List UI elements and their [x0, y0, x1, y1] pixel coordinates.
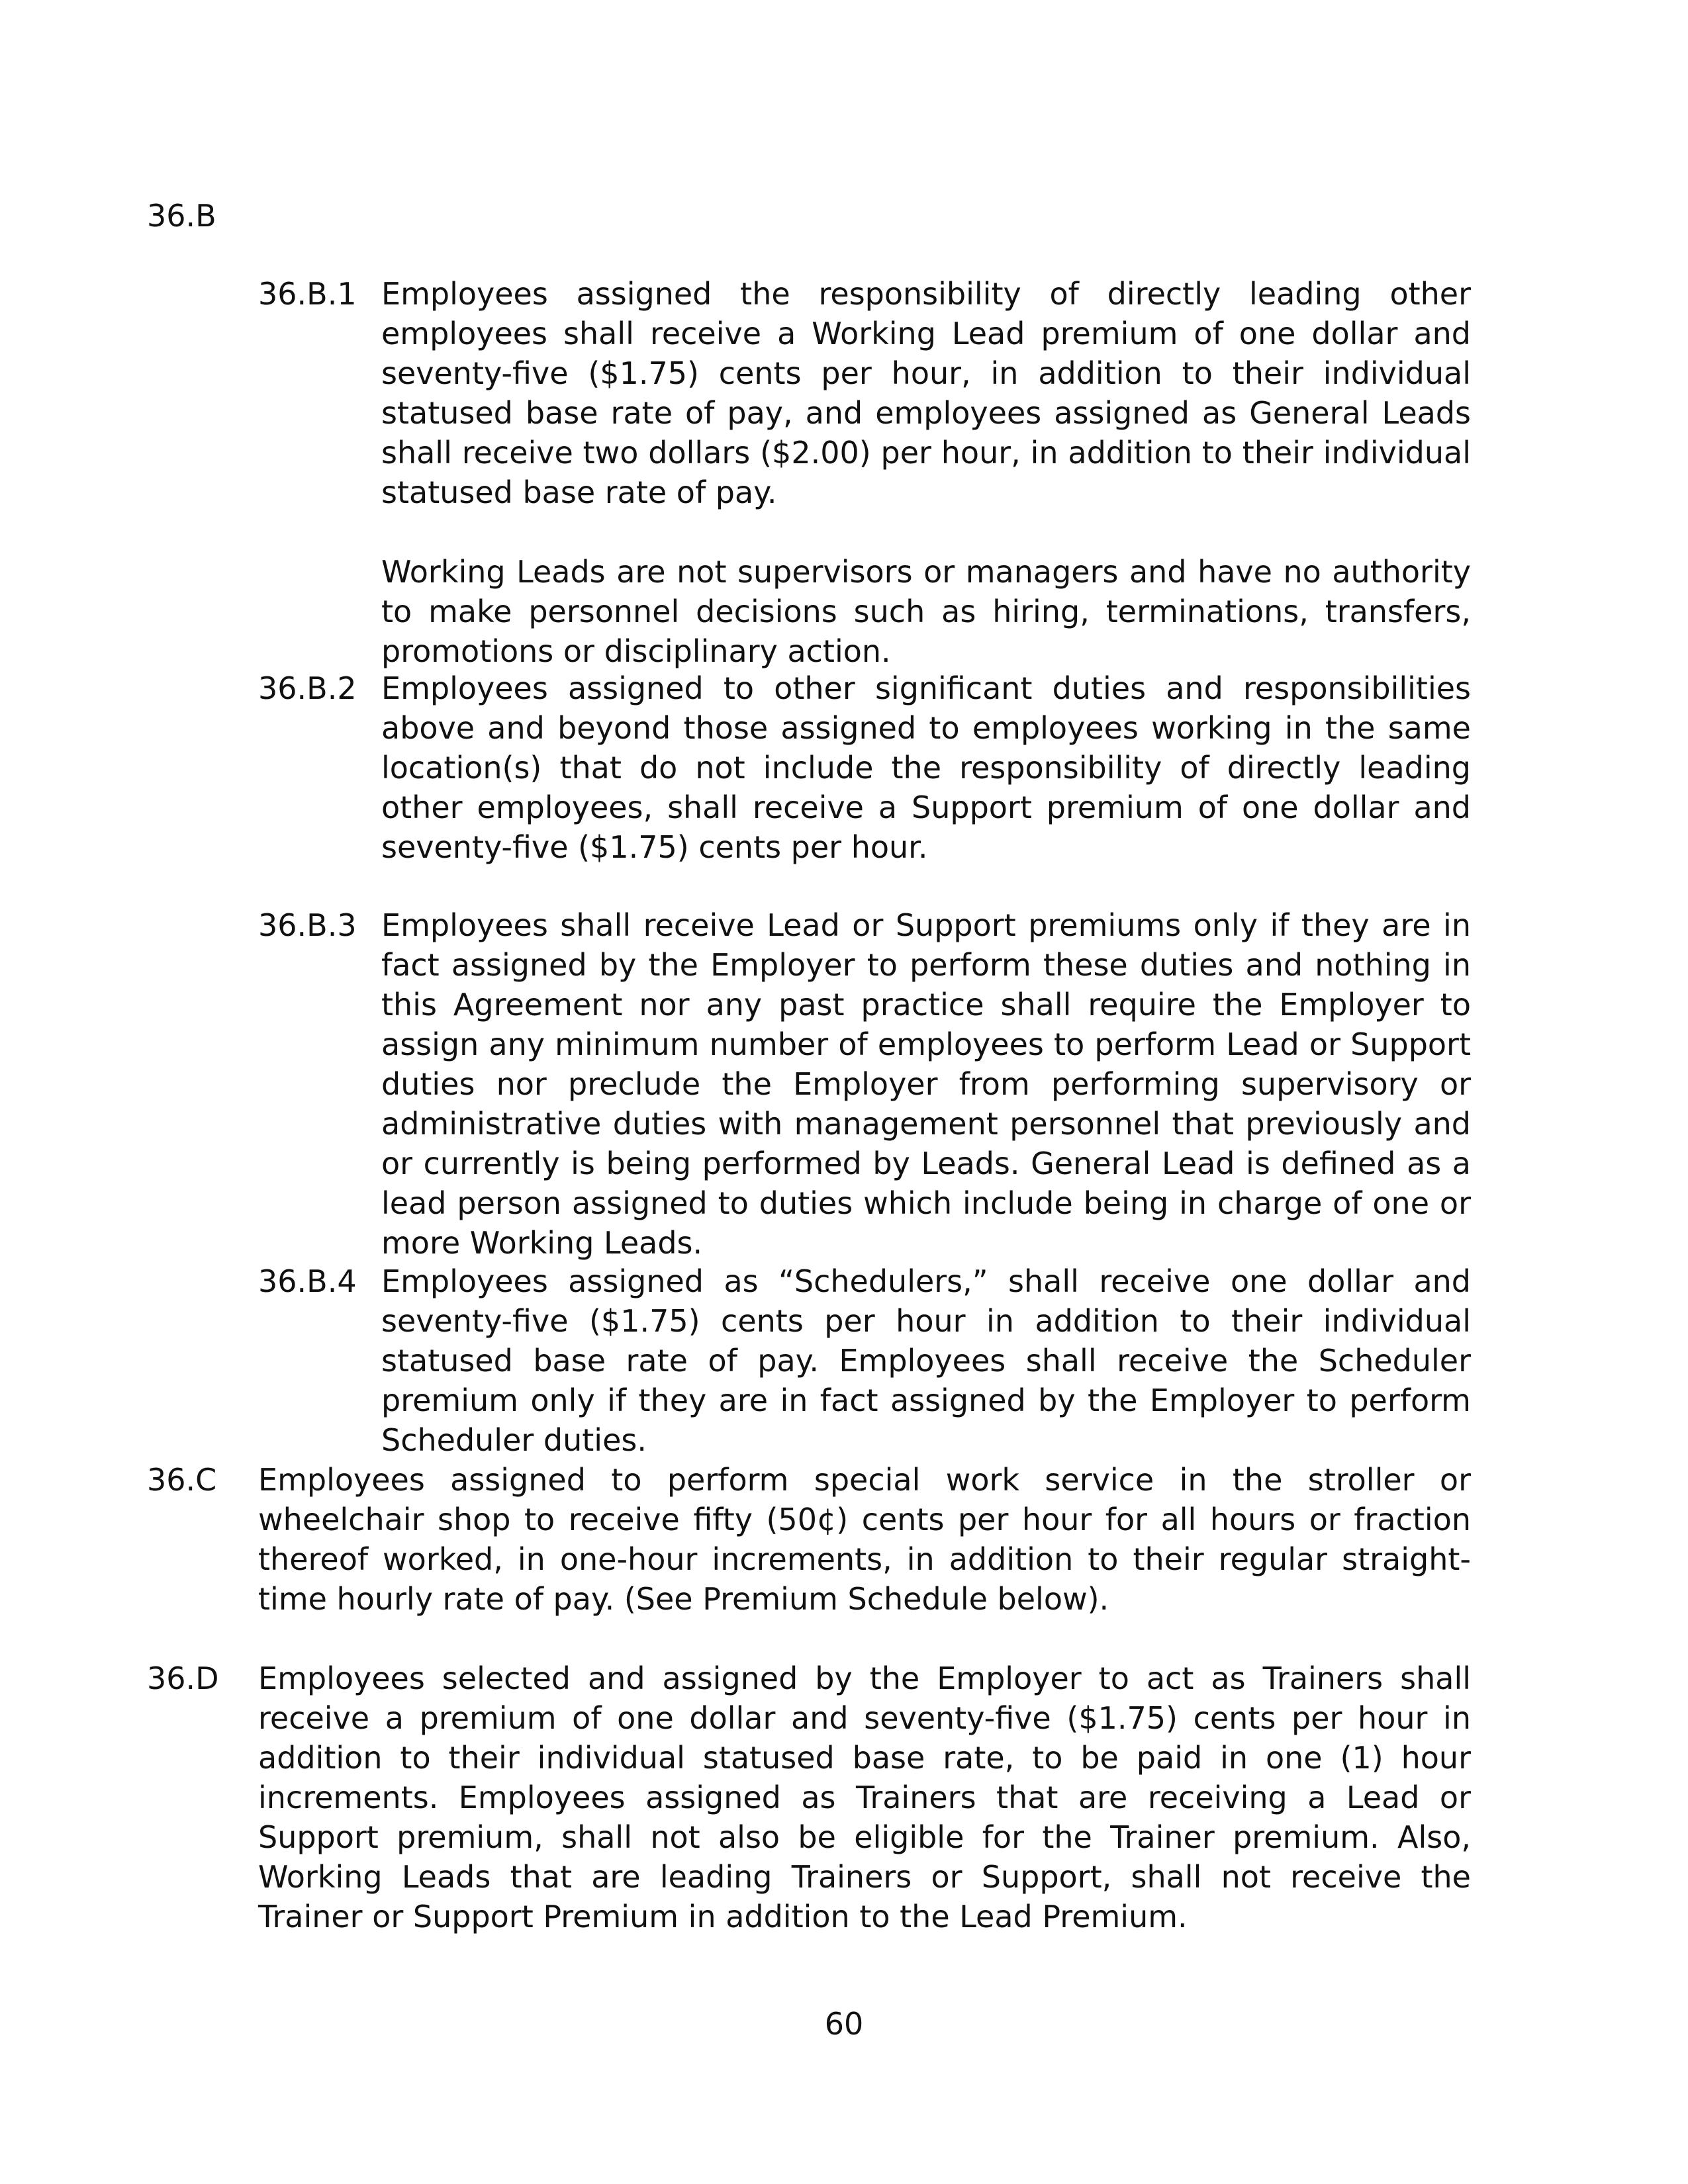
subsection-36b1	[147, 274, 1471, 671]
subsection-number: 36.B.2	[258, 670, 357, 706]
section-paragraph: Employees selected and assigned by the Employer to act as Trainers shall receive a premium of one dollar and seventy-five ($1.75) cents per hour in addition to their individual statused base rate, to be paid in one (1) hour increments. Employees assigned as Trainers that are receiving a Lead or Support premium, shall not also be eligible for the Trainer premium. Also, Working Leads that are leading Trainers or Support, shall not receive the Trainer or Support Premium in addition to the Lead Premium.	[258, 1661, 1471, 1934]
page-number: 60	[824, 2006, 864, 2042]
subsection-36b2	[147, 668, 1471, 867]
section-number: 36.C	[147, 1462, 217, 1498]
subsection-number: 36.B.3	[258, 907, 357, 943]
subsection-36b4	[147, 1261, 1471, 1460]
subsection-paragraph: Employees assigned to other significant duties and responsibilities above and beyond those assigned to employees working in the same location(s) that do not include the responsibility of directly leading other employees, shall receive a Support premium of one dollar and seventy-five ($1.75) cents per hour.	[381, 670, 1471, 865]
section-36d	[147, 1659, 1471, 1936]
section-number: 36.D	[147, 1661, 219, 1696]
section-heading-36b: 36.B	[147, 198, 216, 234]
subsection-number: 36.B.4	[258, 1263, 357, 1299]
subsection-paragraph: Employees shall receive Lead or Support premiums only if they are in fact assigned by the Employer to perform these duties and nothing in this Agreement nor any past practice shall require the Employer to assign any minimum number of employees to perform Lead or Support duties nor preclude the Employer from performing supervisory or administrative duties with management personnel that previously and or currently is being performed by Leads. General Lead is defined as a lead person assigned to duties which include being in charge of one or more Working Leads.	[381, 907, 1471, 1261]
subsection-paragraph: Employees assigned the responsibility of directly leading other employees shall receive a Working Lead premium of one dollar and seventy-five ($1.75) cents per hour, in addition to their individual statused base rate of pay, and employees assigned as General Leads shall receive two dollars ($2.00) per hour, in addition to their individual statused base rate of pay.	[381, 276, 1471, 510]
section-paragraph: Employees assigned to perform special work service in the stroller or wheelchair shop to receive fifty (50¢) cents per hour for all hours or fraction thereof worked, in one-hour increments, in addition to their regular straight-time hourly rate of pay. (See Premium Schedule below).	[258, 1462, 1471, 1617]
subsection-paragraph: Working Leads are not supervisors or managers and have no authority to make personnel decisions such as hiring, terminations, transfers, promotions or disciplinary action.	[381, 554, 1471, 669]
section-36c	[147, 1460, 1471, 1619]
subsection-paragraph: Employees assigned as “Schedulers,” shall receive one dollar and seventy-five ($1.75) cents per hour in addition to their individual statused base rate of pay. Employees shall receive the Scheduler premium only if they are in fact assigned by the Employer to perform Scheduler duties.	[381, 1263, 1471, 1458]
subsection-number: 36.B.1	[258, 276, 357, 312]
subsection-36b3	[147, 905, 1471, 1263]
